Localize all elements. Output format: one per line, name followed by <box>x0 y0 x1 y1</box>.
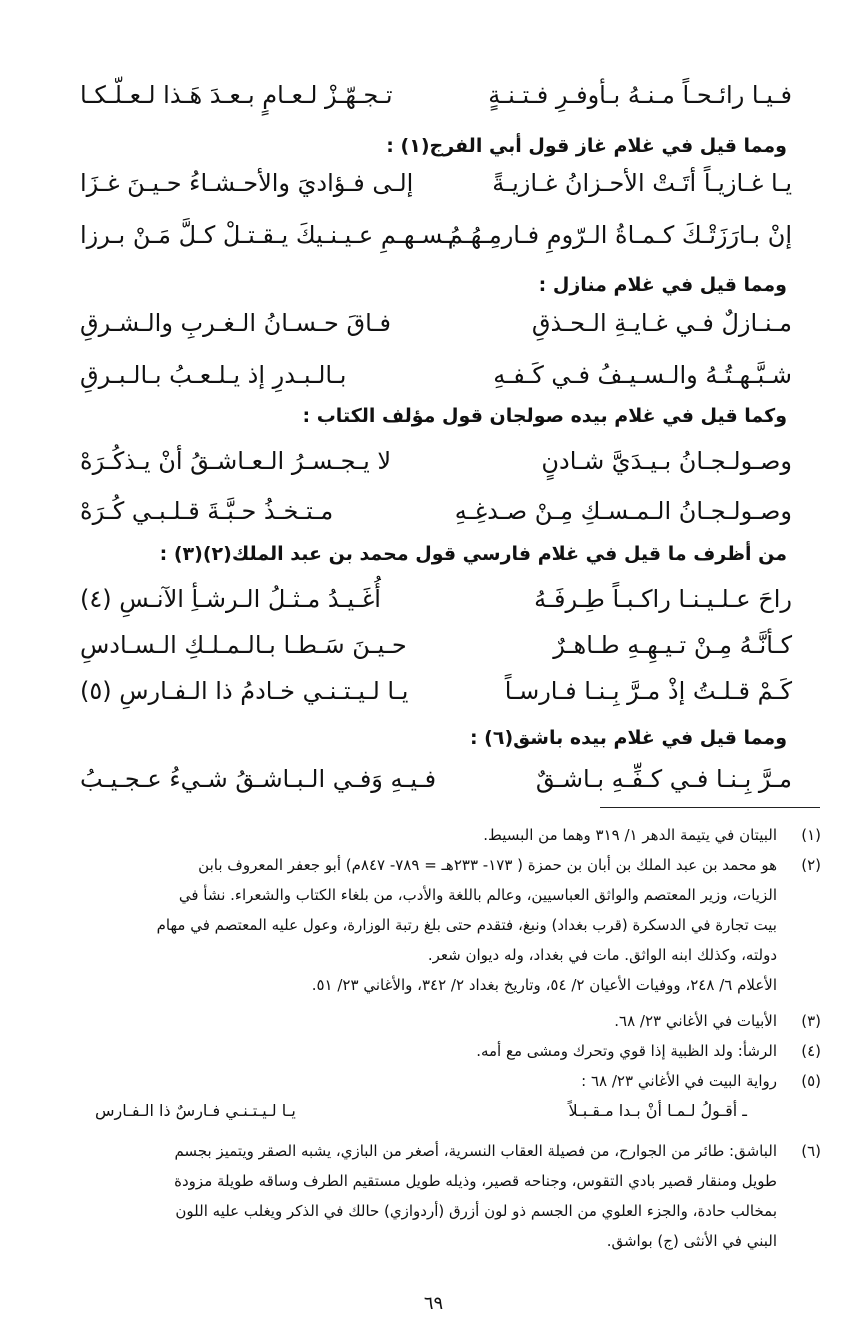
footnote <box>70 1006 821 1036</box>
verse-hemistich-right: شـبَّـهـتُـهُ والـسـيـفُ فـي كَـفـهِ <box>493 361 792 389</box>
footnote-text: دولته، وكذلك ابنه الواثق. مات في بغداد، وله ديوان شعر. <box>427 946 777 964</box>
footnote-number: (٦) <box>801 1142 821 1160</box>
footnote-text: الباشق: طائر من الجوارح، من فصيلة العقاب النسرية، أصغر من البازي، يشبه الصقر ويتميز بجسم <box>174 1142 777 1160</box>
verse-hemistich-left: مـتـخـذُ حـبَّـةَ قـلـبـي كُـرَهْ <box>80 497 334 525</box>
footnote-text: البيتان في يتيمة الدهر ١/ ٣١٩ وهما من البسيط. <box>483 826 777 844</box>
footnote-number: (٥) <box>801 1072 821 1090</box>
verse-hemistich-right: كَـمْ قـلـتُ إذْ مـرَّ بِـنـا فـارسـاً <box>504 677 792 705</box>
footnote-number: (٤) <box>801 1042 821 1060</box>
verse-hemistich-right: كـأنَّـهُ مِـنْ تـيـهِـهِ طـاهـرٌ <box>553 631 792 659</box>
prose-intro: من أظرف ما قيل في غلام فارسي قول محمد بن عبد الملك(٢)(٣) : <box>159 543 787 565</box>
verse-hemistich-left: بـالـبـدرِ إذ يـلـعـبُ بـالـبـرقِ <box>80 361 347 389</box>
footnote-text: بمخالب حادة، والجزء العلوي من الجسم ذو لون أزرق (أردوازي) حالك في الذكر ويغلب عليه اللون <box>175 1202 777 1220</box>
footnote-text: هو محمد بن عبد الملك بن أبان بن حمزة ( ١٧٣- ٢٣٣هـ = ٧٨٩- ٨٤٧م) أبو جعفر المعروف بابن <box>198 856 777 874</box>
verse-hemistich-right: مـرَّ بِـنـا فـي كـفِّـهِ بـاشـقٌ <box>535 765 792 793</box>
prose-intro: وكما قيل في غلام بيده صولجان قول مؤلف الكتاب : <box>302 405 787 427</box>
footnote-text: الأعلام ٦/ ٢٤٨، ووفيات الأعيان ٢/ ٥٤، وتاريخ بغداد ٢/ ٣٤٢، والأغاني ٢٣/ ٥١. <box>311 976 777 994</box>
prose-intro: ومما قيل في غلام بيده باشق(٦) : <box>469 727 787 749</box>
verse-hemistich-left: يـا لـيـتـنـي خـادمُ ذا الـفـارسِ (٥) <box>80 677 409 705</box>
verse-hemistich-right: راحَ عـلـيـنـا راكـبـاً طِـرفَـهُ <box>534 585 792 613</box>
footnote-number: (٣) <box>801 1012 821 1030</box>
verse-hemistich-left: تـجـهّـزْ لـعـامٍ بـعـدَ هَـذا لـعـلّـكـا <box>80 81 393 109</box>
verse-hemistich-left: لا يـجـسـرُ الـعـاشـقُ أنْ يـذكُـرَهْ <box>80 447 392 475</box>
page-number: ٦٩ <box>423 1293 444 1314</box>
verse-hemistich-right: يـا غـازيـاً أتَـتْ الأحـزانُ غـازيـةً <box>492 169 792 197</box>
footnote-text: البني في الأنثى (ج) بواشق. <box>606 1232 777 1250</box>
footnote-text: طويل ومنقار قصير بادي التقوس، وجناحه قصير، وذيله طويل مستقيم الطرف وساقه طويلة مزودة <box>174 1172 777 1190</box>
verse-hemistich-left: إلـى فـؤاديَ والأحـشـاءُ حـيـنَ غـزَا <box>80 169 414 197</box>
prose-intro: ومما قيل في غلام غاز قول أبي الفرج(١) : <box>386 135 787 157</box>
footnote <box>70 1036 821 1066</box>
verse-hemistich-right: وصـولـجـانُ بـيـدَيَّ شـادنٍ <box>541 447 792 475</box>
verse-hemistich-left: فـاقَ حـسـانُ الـغـربِ والـشـرقِ <box>80 309 391 337</box>
footnote-number: (٢) <box>801 856 821 874</box>
prose-intro: ومما قيل في غلام منازل : <box>538 274 787 296</box>
verse-hemistich-left: فـيـهِ وَفـي الـبـاشـقُ شـيءُ عـجـيـبُ <box>80 765 437 793</box>
verse-hemistich-right: فـيـا رائـحـاً مـنـهُ بـأوفـرِ فـتـنـةٍ <box>488 81 792 109</box>
footnote-text: بيت تجارة في الدسكرة (قرب بغداد) ونبغ، فتقدم حتى بلغ رتبة الوزارة، وعول عليه المعتصم في مهام <box>156 916 777 934</box>
footnote-number: (١) <box>801 826 821 844</box>
verse-hemistich-left: أُغَـيـدُ مـثـلُ الـرشـأِ الآنـسِ (٤) <box>80 585 381 613</box>
footnote-text: الأبيات في الأغاني ٢٣/ ٦٨. <box>614 1012 777 1030</box>
footnote <box>70 1066 821 1096</box>
footnote-text: الرشأ: ولد الظبية إذا قوي وتحرك ومشى مع أمه. <box>476 1042 777 1060</box>
verse-hemistich-left: يـا لـيـتـنـي فـارسٌ ذا الـفـارس <box>95 1101 296 1120</box>
footnote-text: الزيات، وزير المعتصم والواثق العباسيين، وعالم باللغة والأدب، من بلغاء الكتاب والشعراء. نشأ في <box>178 886 777 904</box>
verse-hemistich-right: مـنـازلٌ فـي غـايـةِ الـحـذقِ <box>531 309 792 337</box>
verse-hemistich-right: وصـولـجـانُ الـمـسـكِ مِـنْ صـدغِـهِ <box>454 497 792 525</box>
verse-hemistich-right: إنْ بـارَزَتْـكَ كـمـاةُ الـرّومِ فـارمِـهُـمُ <box>447 221 792 249</box>
verse-hemistich-right: ـ أقـولُ لـمـا أنْ بـدا مـقـبـلاً <box>568 1101 747 1120</box>
verse-hemistich-left: حـيـنَ سَـطـا بـالـمـلـكِ الـسـادسِ <box>80 631 407 659</box>
footnote-text: رواية البيت في الأغاني ٢٣/ ٦٨ : <box>581 1072 777 1090</box>
footnote <box>70 1136 821 1256</box>
verse-hemistich-left: بـسـهـمِ عـيـنـيكَ يـقـتـلْ كـلَّ مَـنْ بـرزا <box>80 221 458 249</box>
footnote <box>70 820 821 850</box>
footnote <box>70 850 821 1000</box>
